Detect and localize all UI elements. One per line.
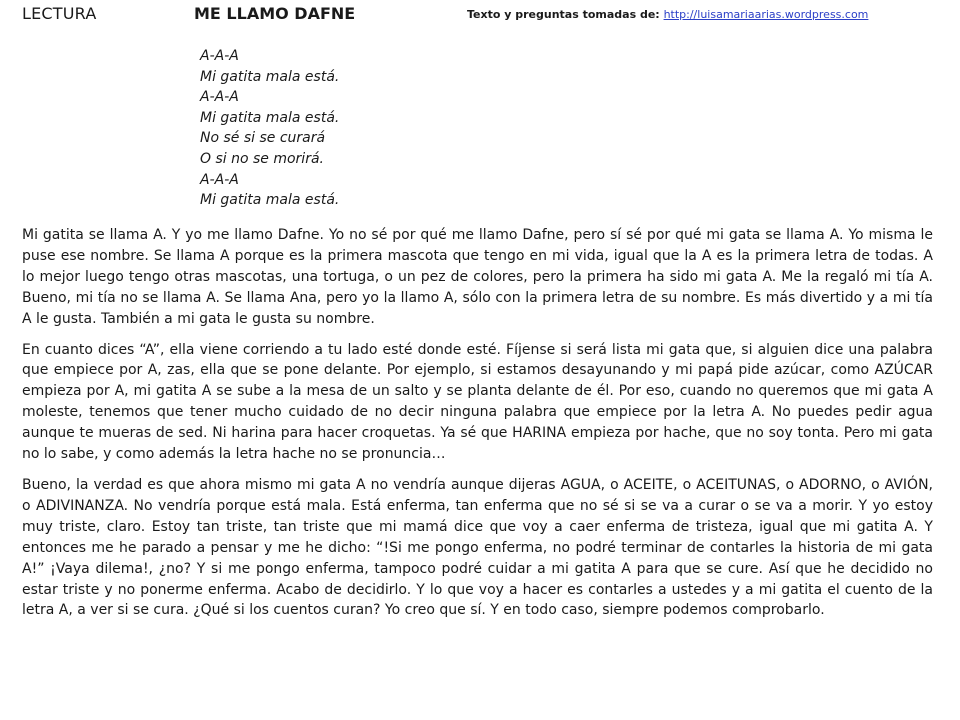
story-body — [22, 225, 933, 631]
poem-line: Mi gatita mala está. — [200, 109, 340, 126]
source-credit — [467, 8, 868, 21]
poem-line: Mi gatita mala está. — [200, 68, 340, 85]
poem-line: A-A-A — [200, 48, 239, 64]
poem-line: Mi gatita mala está. — [200, 192, 340, 209]
section-label: LECTURA — [22, 4, 97, 23]
poem-line: A-A-A — [200, 171, 239, 188]
paragraph: Bueno, la verdad es que ahora mismo mi gata A no vendría aunque dijeras AGUA, o ACEITE, o ACEITUNAS, o ADORNO, o AVIÓN, o ADIVINANZA. No vendría porque está mala. Está enferma, tan enferma que no sé si se va a curar o se va a morir. Y yo estoy muy triste, claro. Estoy tan triste, tan triste que mi mamá dice que voy a caer enferma de tristeza, igual que mi gatita A. Y entonces me he parado a pensar y me he dicho: “!Si me pongo enferma, no podré terminar de contarles la historia de mi gata A!” ¡Vaya dilema!, ¿no? Y si me pongo enferma, tampoco podré cuidar a mi gatita A para que se cure. Así que he decidido no estar triste y no ponerme enferma. Acabo de decidirlo. Y lo que voy a hacer es contarles a ustedes y a mi gatita el cuento de la letra A, a ver si se cura. ¿Qué si los cuentos curan? Yo creo que sí. Y en todo caso, siempre podemos comprobarlo. — [22, 476, 933, 619]
paragraph: Mi gatita se llama A. Y yo me llamo Dafne. Yo no sé por qué me llamo Dafne, pero sí sé por qué mi gata se llama A. Yo misma le puse ese nombre. Se llama A porque es la primera mascota que tengo en mi vida, igual que la A es la primera letra de todas. A lo mejor luego tengo otras mascotas, una tortuga, o un pez de colores, pero la primera ha sido mi gata A. Me la regaló mi tía A. Bueno, mi tía no se llama A. Se llama Ana, pero yo la llamo A, sólo con la primera letra de su nombre. Es más divertido y a mi tía A le gusta. También a mi gata le gusta su nombre. — [22, 227, 933, 327]
poem-line: A-A-A — [200, 89, 239, 106]
document-header — [22, 4, 938, 26]
paragraph: En cuanto dices “A”, ella viene corriendo a tu lado esté donde esté. Fíjense si será lista mi gata que, si alguien dice una palabra que empiece por A, zas, ella que se pone delante. Por ejemplo, si estamos desayunando y mi papá pide azúcar, como AZÚCAR empieza por A, mi gatita A se sube a la mesa de un salto y se planta delante de él. Por eso, cuando no queremos que mi gata A moleste, tenemos que tener mucho cuidado de no decir ninguna palabra que empiece por la letra A. No puedes pedir agua aunque te mueras de sed. Ni harina para hacer croquetas. Ya sé que HARINA empieza por hache, que no soy tonta. Pero mi gata no lo sabe, y como además la letra hache no se pronuncia… — [22, 341, 933, 463]
poem-line: No sé si se curará — [200, 130, 326, 147]
source-label: Texto y preguntas tomadas de: — [467, 8, 660, 21]
poem-line: O si no se morirá. — [200, 150, 324, 167]
source-link[interactable]: http://luisamariaarias.wordpress.com — [663, 8, 869, 21]
story-title: ME LLAMO DAFNE — [194, 4, 356, 23]
poem — [200, 46, 339, 211]
